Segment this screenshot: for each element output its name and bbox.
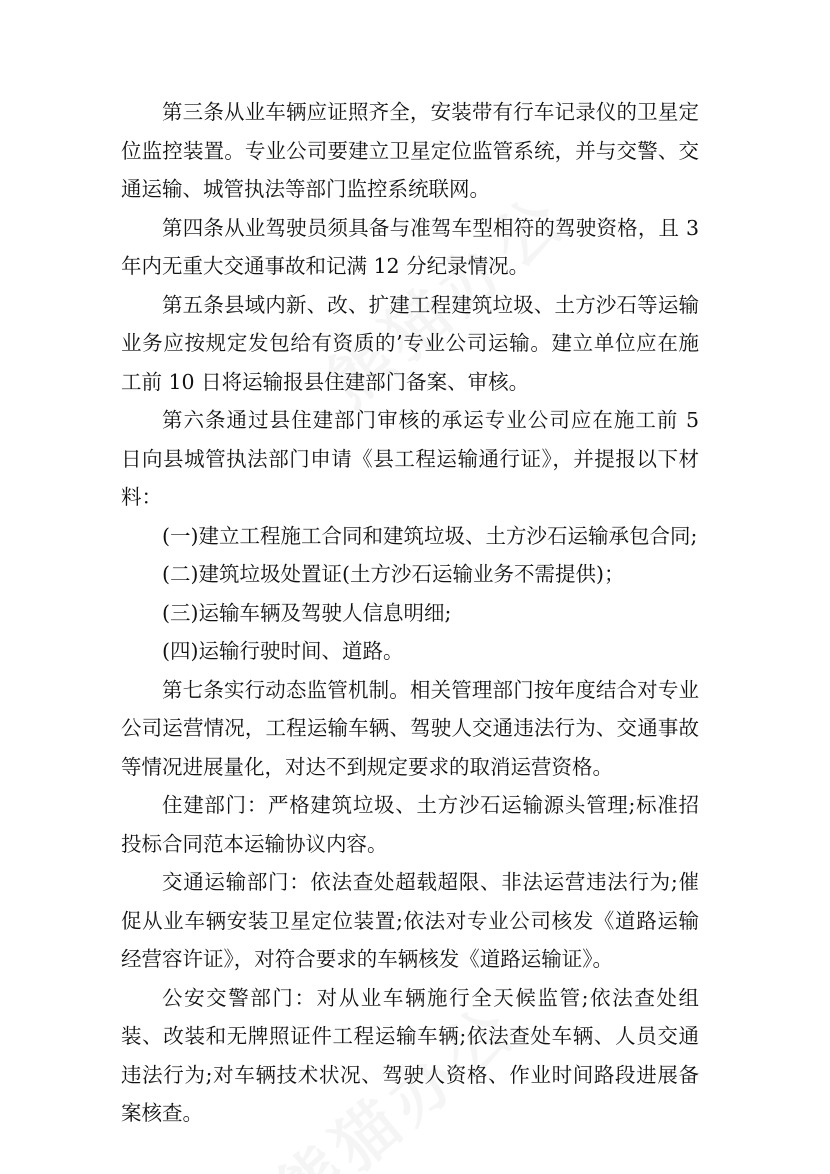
paragraph-article-5: 第五条县域内新、改、扩建工程建筑垃圾、土方沙石等运输业务应按规定发包给有资质的’专业公司运输。建立单位应在施工前 10 日将运输报县住建部门备案、审核。 [121, 292, 699, 394]
paragraph-housing-dept: 住建部门：严格建筑垃圾、土方沙石运输源头管理;标准招投标合同范本运输协议内容。 [121, 793, 699, 856]
paragraph-article-3: 第三条从业车辆应证照齐全，安装带有行车记录仪的卫星定位监控装置。专业公司要建立卫星定位监管系统，并与交警、交通运输、城管执法等部门监控系统联网。 [121, 100, 699, 201]
list-item-2: (二)建筑垃圾处置证(土方沙石运输业务不需提供)； [162, 562, 625, 586]
list-item-4: (四)运输行驶时间、道路。 [162, 639, 404, 663]
paragraph-transport-dept: 交通运输部门：依法查处超载超限、非法运营违法行为;催促从业车辆安装卫星定位装置;依法对专业公司核发《道路运输经营容许证》，对符合要求的车辆核发《道路运输证》。 [121, 870, 699, 971]
paragraph-article-4: 第四条从业驾驶员须具备与准驾车型相符的驾驶资格，且 3 年内无重大交通事故和记满 12 分纪录情况。 [121, 215, 699, 278]
list-item-3: (三)运输车辆及驾驶人信息明细; [162, 600, 452, 625]
document-body [121, 93, 699, 1133]
list-item-1: (一)建立工程施工合同和建筑垃圾、土方沙石运输承包合同; [162, 523, 698, 548]
paragraph-article-6: 第六条通过县住建部门审核的承运专业公司应在施工前 5 日向县城管执法部门申请《县工程运输通行证》，并提报以下材料： [121, 408, 699, 509]
paragraph-article-7: 第七条实行动态监管机制。相关管理部门按年度结合对专业公司运营情况，工程运输车辆、驾驶人交通违法行为、交通事故等情况进展量化，对达不到规定要求的取消运营资格。 [121, 677, 699, 779]
paragraph-traffic-police-dept: 公安交警部门：对从业车辆施行全天候监管;依法查处组装、改装和无牌照证件工程运输车辆;依法查处车辆、人员交通违法行为;对车辆技术状况、驾驶人资格、作业时间路段进展备案核查。 [121, 985, 699, 1125]
